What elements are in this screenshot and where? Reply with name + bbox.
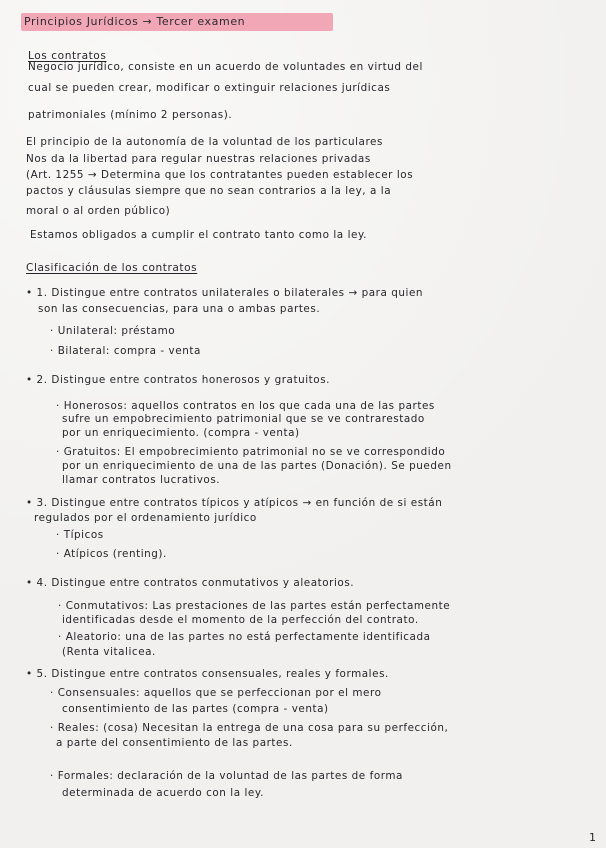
- text-line: determinada de acuerdo con la ley.: [62, 787, 264, 799]
- sub-item: · Atípicos (renting).: [56, 548, 167, 560]
- text-line: sufre un empobrecimiento patrimonial que se ve contrarestado: [62, 413, 425, 425]
- text-line: identificadas desde el momento de la perfección del contrato.: [62, 614, 419, 626]
- text-line: (Renta vitalicea.: [62, 646, 156, 658]
- text-line: por un enriquecimiento de una de las partes (Donación). Se pueden: [62, 460, 452, 472]
- list-item-2: • 2. Distingue entre contratos honerosos y gratuitos.: [26, 374, 331, 386]
- text-line: (Art. 1255 → Determina que los contratantes pueden establecer los: [26, 169, 414, 181]
- text-line: pactos y cláusulas siempre que no sean contrarios a la ley, a la: [26, 185, 392, 197]
- text-line: regulados por el ordenamiento jurídico: [34, 512, 257, 524]
- sub-item: · Típicos: [56, 529, 104, 541]
- text-line: consentimiento de las partes (compra - venta): [62, 703, 329, 715]
- text-line: cual se pueden crear, modificar o extinguir relaciones jurídicas: [28, 82, 391, 94]
- text-line: a parte del consentimiento de las partes.: [56, 737, 293, 749]
- sub-item: · Unilateral: préstamo: [50, 325, 176, 337]
- sub-item: · Bilateral: compra - venta: [50, 345, 201, 357]
- text-line: patrimoniales (mínimo 2 personas).: [28, 109, 233, 121]
- text-line: Negocio jurídico, consiste en un acuerdo de voluntades en virtud del: [28, 61, 423, 73]
- section-heading-contratos: Los contratos: [28, 50, 107, 62]
- list-item-1: • 1. Distingue entre contratos unilaterales o bilaterales → para quien: [26, 287, 424, 299]
- list-item-3: • 3. Distingue entre contratos típicos y atípicos → en función de si están: [26, 497, 443, 509]
- list-item-4: • 4. Distingue entre contratos conmutativos y aleatorios.: [26, 577, 355, 589]
- sub-item: · Aleatorio: una de las partes no está perfectamente identificada: [58, 631, 431, 643]
- sub-item: · Reales: (cosa) Necesitan la entrega de una cosa para su perfección,: [50, 722, 449, 734]
- text-line: por un enriquecimiento. (compra - venta): [62, 427, 300, 439]
- text-line: El principio de la autonomía de la voluntad de los particulares: [26, 136, 383, 148]
- sub-item: · Honerosos: aquellos contratos en los que cada una de las partes: [56, 400, 435, 412]
- text-line: moral o al orden público): [26, 205, 171, 217]
- sub-item: · Conmutativos: Las prestaciones de las partes están perfectamente: [58, 600, 451, 612]
- sub-item: · Consensuales: aquellos que se perfeccionan por el mero: [50, 687, 382, 699]
- page-number: 1: [589, 831, 596, 844]
- sub-item: · Gratuitos: El empobrecimiento patrimonial no se ve correspondido: [56, 446, 446, 458]
- section-heading-clasificacion: Clasificación de los contratos: [26, 262, 198, 274]
- list-item-5: • 5. Distingue entre contratos consensuales, reales y formales.: [26, 668, 389, 680]
- text-line: llamar contratos lucrativos.: [62, 474, 221, 486]
- text-line: son las consecuencias, para una o ambas partes.: [38, 303, 321, 315]
- text-line: Estamos obligados a cumplir el contrato tanto como la ley.: [30, 229, 368, 241]
- page-title: Principios Jurídicos → Tercer examen: [24, 15, 246, 28]
- text-line: Nos da la libertad para regular nuestras relaciones privadas: [26, 153, 371, 165]
- sub-item: · Formales: declaración de la voluntad de las partes de forma: [50, 770, 403, 782]
